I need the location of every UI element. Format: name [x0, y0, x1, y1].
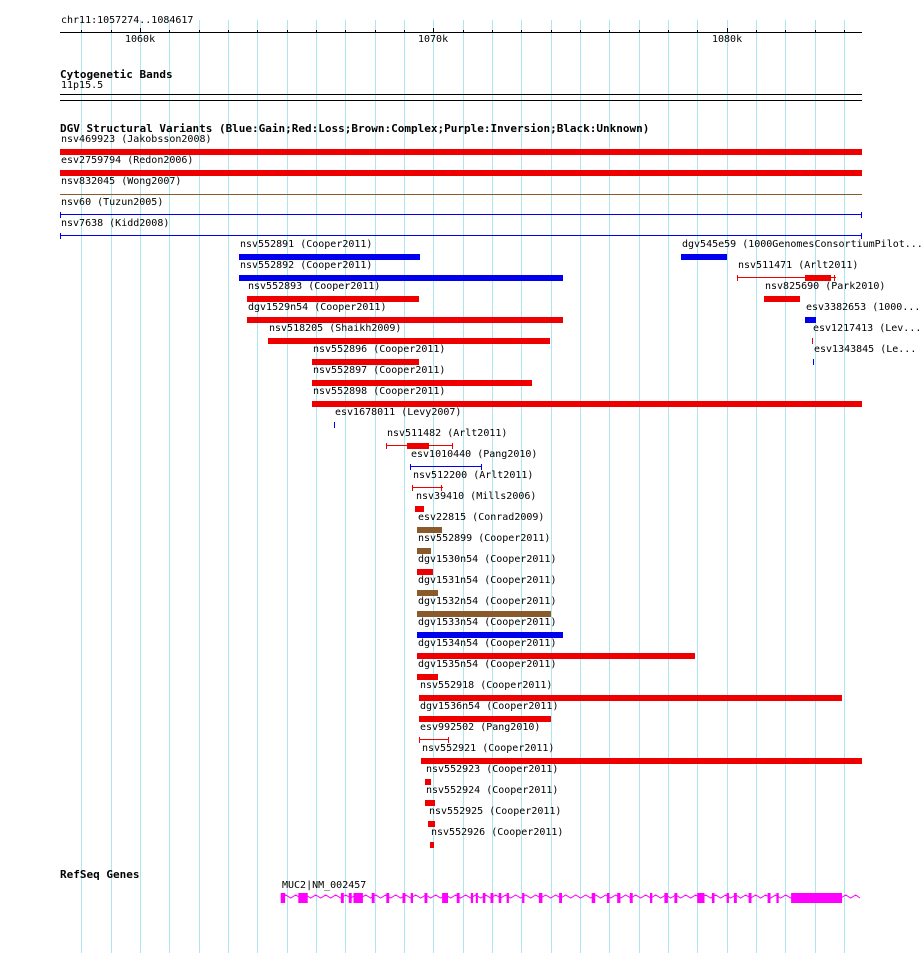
variant-label[interactable]: esv1678011 (Levy2007)	[335, 407, 462, 418]
variant-tick[interactable]	[334, 422, 335, 428]
gene-exon[interactable]	[791, 893, 842, 903]
gene-exon[interactable]	[607, 893, 610, 903]
grid-line	[345, 20, 346, 953]
grid-line	[639, 20, 640, 953]
variant-label[interactable]: nsv7638 (Kidd2008)	[61, 218, 170, 229]
variant-label[interactable]: dgv1532n54 (Cooper2011)	[418, 596, 557, 607]
ruler-label: 1070k	[418, 34, 449, 45]
variant-label[interactable]: nsv552918 (Cooper2011)	[420, 680, 553, 691]
variant-label[interactable]: nsv518205 (Shaikh2009)	[269, 323, 402, 334]
gene-exon[interactable]	[539, 893, 543, 903]
variant-label[interactable]: nsv552896 (Cooper2011)	[313, 344, 446, 355]
ruler-tick	[433, 28, 434, 33]
gene-exon[interactable]	[491, 893, 494, 903]
gene-exon[interactable]	[768, 893, 771, 903]
cytoband-label[interactable]: 11p15.5	[61, 80, 104, 91]
variant-label[interactable]: nsv511482 (Arlt2011)	[387, 428, 508, 439]
gene-exon[interactable]	[507, 893, 509, 903]
ruler-axis	[60, 32, 862, 33]
ruler-tick	[228, 30, 229, 33]
grid-line	[785, 20, 786, 953]
grid-line	[316, 20, 317, 953]
ruler-tick	[492, 30, 493, 33]
variant-label[interactable]: esv1217413 (Lev...	[813, 323, 922, 334]
gene-exon[interactable]	[650, 893, 652, 903]
variant-label[interactable]: nsv552893 (Cooper2011)	[248, 281, 381, 292]
variant-label[interactable]: nsv552897 (Cooper2011)	[313, 365, 446, 376]
variant-label[interactable]: nsv825690 (Park2010)	[765, 281, 886, 292]
variant-label[interactable]: nsv552898 (Cooper2011)	[313, 386, 446, 397]
ruler-tick	[668, 30, 669, 33]
gene-exon[interactable]	[457, 893, 460, 903]
grid-line	[228, 20, 229, 953]
ruler-tick	[199, 30, 200, 33]
refseq-gene-muc2[interactable]	[0, 880, 890, 910]
variant-bar[interactable]	[681, 254, 727, 260]
variant-label[interactable]: nsv552926 (Cooper2011)	[431, 827, 564, 838]
variant-cap[interactable]	[60, 233, 61, 239]
grid-line	[697, 20, 698, 953]
variant-label[interactable]: dgv1534n54 (Cooper2011)	[418, 638, 557, 649]
variant-label[interactable]: dgv1533n54 (Cooper2011)	[418, 617, 557, 628]
variant-label[interactable]: nsv511471 (Arlt2011)	[738, 260, 859, 271]
variant-tick[interactable]	[813, 359, 814, 365]
variant-cap[interactable]	[410, 464, 411, 470]
ruler-tick	[815, 30, 816, 33]
variant-cap[interactable]	[737, 275, 738, 281]
variant-cap[interactable]	[419, 737, 420, 743]
variant-label[interactable]: esv2759794 (Redon2006)	[61, 155, 194, 166]
ruler-tick	[111, 30, 112, 33]
variant-label[interactable]: esv1010440 (Pang2010)	[411, 449, 538, 460]
grid-line	[404, 20, 405, 953]
cytoband-track-title: Cytogenetic Bands	[60, 68, 173, 81]
gene-exon[interactable]	[483, 893, 486, 903]
grid-line	[668, 20, 669, 953]
gene-exon[interactable]	[499, 893, 502, 903]
variant-label[interactable]: nsv552892 (Cooper2011)	[240, 260, 373, 271]
gene-exon[interactable]	[630, 893, 633, 903]
ruler-tick	[521, 30, 522, 33]
ruler-tick	[287, 30, 288, 33]
ruler-tick	[785, 30, 786, 33]
variant-label[interactable]: esv992502 (Pang2010)	[420, 722, 541, 733]
gene-exon[interactable]	[372, 893, 375, 903]
variant-label[interactable]: nsv60 (Tuzun2005)	[61, 197, 164, 208]
grid-line	[375, 20, 376, 953]
variant-line[interactable]	[60, 194, 862, 195]
grid-line	[756, 20, 757, 953]
variant-label[interactable]: esv22815 (Conrad2009)	[418, 512, 545, 523]
variant-label[interactable]: dgv1529n54 (Cooper2011)	[248, 302, 387, 313]
ruler-tick	[463, 30, 464, 33]
gene-exon[interactable]	[674, 893, 677, 903]
gene-exon[interactable]	[354, 893, 363, 903]
gene-intron-line	[281, 895, 860, 898]
ruler-tick	[404, 30, 405, 33]
cytoband-border-top	[60, 94, 862, 95]
variant-label[interactable]: dgv1536n54 (Cooper2011)	[420, 701, 559, 712]
ruler-tick	[345, 30, 346, 33]
gene-exon[interactable]	[471, 893, 473, 903]
variant-line[interactable]	[60, 235, 862, 236]
ruler-tick	[316, 30, 317, 33]
variant-label[interactable]: nsv469923 (Jakobsson2008)	[61, 134, 212, 145]
grid-line	[609, 20, 610, 953]
gene-exon[interactable]	[349, 893, 352, 903]
gene-exon[interactable]	[776, 893, 778, 903]
grid-line	[257, 20, 258, 953]
ruler-label: 1080k	[712, 34, 743, 45]
grid-line	[580, 20, 581, 953]
gene-exon[interactable]	[664, 893, 668, 903]
variant-label[interactable]: nsv552899 (Cooper2011)	[418, 533, 551, 544]
ruler-label: 1060k	[125, 34, 156, 45]
grid-line	[287, 20, 288, 953]
gene-exon[interactable]	[403, 893, 406, 903]
ruler-tick	[169, 30, 170, 33]
ruler-tick	[580, 30, 581, 33]
grid-line	[815, 20, 816, 953]
variant-label[interactable]: nsv552921 (Cooper2011)	[422, 743, 555, 754]
variant-label[interactable]: dgv1531n54 (Cooper2011)	[418, 575, 557, 586]
gene-exon[interactable]	[734, 893, 737, 903]
grid-line	[844, 20, 845, 953]
variant-label[interactable]: dgv1535n54 (Cooper2011)	[418, 659, 557, 670]
variant-label[interactable]: nsv552925 (Cooper2011)	[429, 806, 562, 817]
variant-label[interactable]: nsv39410 (Mills2006)	[416, 491, 537, 502]
gene-exon[interactable]	[281, 893, 285, 903]
grid-line	[199, 20, 200, 953]
ruler-tick	[140, 28, 141, 33]
gene-exon[interactable]	[727, 893, 729, 903]
variant-bar[interactable]	[430, 842, 434, 848]
variant-line[interactable]	[412, 487, 443, 488]
variant-line[interactable]	[410, 466, 482, 467]
variant-label[interactable]: esv3382653 (1000...	[806, 302, 921, 313]
ruler-tick	[609, 30, 610, 33]
ruler-tick	[697, 30, 698, 33]
cytoband-border-bottom	[60, 100, 862, 101]
gene-exon[interactable]	[592, 893, 596, 903]
ruler-tick	[844, 30, 845, 33]
gene-exon[interactable]	[442, 893, 448, 903]
variant-line[interactable]	[419, 739, 449, 740]
dgv-track-title: DGV Structural Variants (Blue:Gain;Red:Loss;Brown:Complex;Purple:Inversion;Black:Unknown)	[60, 122, 650, 135]
variant-tick[interactable]	[812, 338, 813, 344]
variant-line[interactable]	[60, 214, 862, 215]
gene-exon[interactable]	[425, 893, 428, 903]
grid-line	[727, 20, 728, 953]
gene-exon[interactable]	[559, 893, 562, 903]
ruler-tick	[756, 30, 757, 33]
gene-exon[interactable]	[476, 893, 478, 903]
variant-cap[interactable]	[861, 212, 862, 218]
variant-cap[interactable]	[386, 443, 387, 449]
gene-exon[interactable]	[386, 893, 389, 903]
variant-label[interactable]: dgv1530n54 (Cooper2011)	[418, 554, 557, 565]
variant-bar[interactable]	[764, 296, 800, 302]
variant-label[interactable]: nsv832045 (Wong2007)	[61, 176, 182, 187]
ruler-tick	[639, 30, 640, 33]
variant-label[interactable]: nsv552891 (Cooper2011)	[240, 239, 373, 250]
gene-exon[interactable]	[749, 893, 752, 903]
gene-exon[interactable]	[411, 893, 413, 903]
gene-exon[interactable]	[712, 893, 715, 903]
variant-cap[interactable]	[412, 485, 413, 491]
gene-exon[interactable]	[298, 893, 307, 903]
variant-label[interactable]: esv1343845 (Le...	[814, 344, 917, 355]
gene-exon[interactable]	[697, 893, 704, 903]
variant-label[interactable]: nsv552924 (Cooper2011)	[426, 785, 559, 796]
ruler-tick	[375, 30, 376, 33]
gene-exon[interactable]	[341, 893, 344, 903]
gene-label[interactable]: MUC2|NM_002457	[282, 880, 367, 891]
variant-label[interactable]: dgv545e59 (1000GenomesConsortiumPilot...	[682, 239, 923, 250]
ruler-tick	[727, 28, 728, 33]
ruler-tick	[257, 30, 258, 33]
region-label: chr11:1057274..1084617	[61, 15, 194, 26]
gene-exon[interactable]	[522, 893, 524, 903]
refseq-track-title: RefSeq Genes	[60, 868, 140, 881]
ruler-tick	[551, 30, 552, 33]
gene-exon[interactable]	[617, 893, 620, 903]
ruler-tick	[81, 30, 82, 33]
variant-label[interactable]: nsv552923 (Cooper2011)	[426, 764, 559, 775]
variant-label[interactable]: nsv512200 (Arlt2011)	[413, 470, 534, 481]
